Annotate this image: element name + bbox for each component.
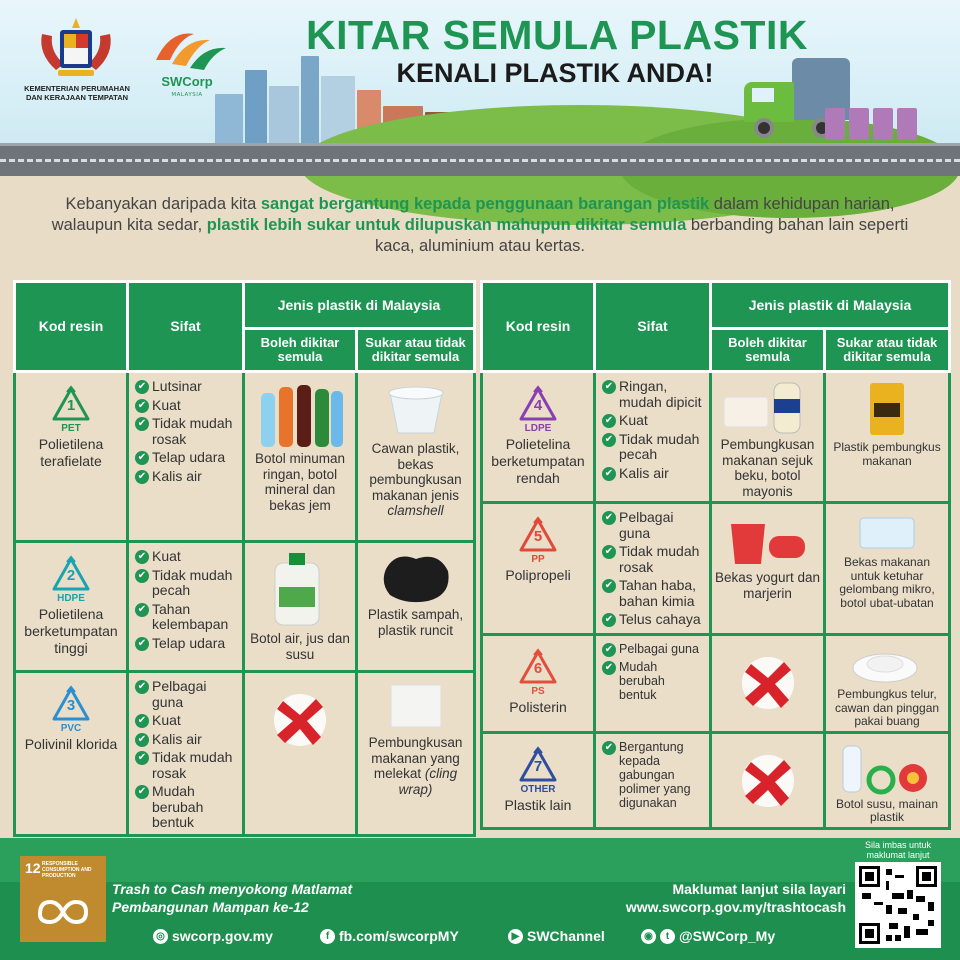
header-recyclable: Boleh dikitar semula (244, 329, 357, 372)
table-row (482, 372, 950, 503)
check-icon: ✔ (602, 511, 616, 525)
property-text: Pelbagai guna (619, 642, 699, 656)
resin-name: Polietelina berketumpatan rendah (491, 436, 585, 486)
recyclable-column (244, 672, 357, 836)
hard-column (825, 372, 950, 503)
check-icon: ✔ (602, 433, 616, 447)
youtube-text: SWChannel (527, 928, 605, 944)
recyclable-cell (245, 673, 355, 753)
check-icon: ✔ (135, 380, 149, 394)
property-text: Telus cahaya (619, 611, 701, 627)
resin-number: 3 (66, 697, 76, 714)
footer-band (0, 838, 960, 882)
more-info-url[interactable]: www.swcorp.gov.my/trashtocash (625, 899, 846, 915)
recyclable-column (711, 503, 825, 635)
recyclable-text: Bekas yogurt dan marjerin (714, 570, 821, 601)
resin-symbol (515, 744, 561, 790)
hard-column (357, 372, 475, 542)
property-item (135, 713, 238, 729)
frozen-food-mayo-image (720, 379, 816, 435)
property-text: Tidak mudah rosak (152, 749, 233, 781)
property-item (602, 466, 705, 482)
resin-code-cell (15, 372, 128, 542)
not-recyclable-x-icon (269, 689, 331, 751)
plastic-bottles-image (255, 379, 345, 449)
resin-code-cell (482, 732, 595, 828)
garbage-bag-image (376, 549, 456, 605)
hard-column (357, 542, 475, 672)
table-row (482, 732, 950, 828)
qr-code[interactable] (855, 862, 941, 948)
hard-column (825, 732, 950, 828)
recyclable-cell (712, 734, 823, 814)
property-item (602, 432, 705, 463)
sdg-label: RESPONSIBLE CONSUMPTION AND PRODUCTION (42, 861, 92, 879)
property-text: Kalis air (152, 730, 202, 747)
resin-name: Polipropeli (505, 567, 571, 583)
intro-text-2: dalam kehidupan harian, walaupun kita sedar, (51, 195, 895, 234)
property-text: Kuat (152, 712, 181, 728)
youtube-icon: ▶ (508, 929, 523, 944)
intro-bold-2: plastik lebih sukar untuk dilupuskan mahupun dikitar semula (206, 216, 687, 234)
website-link[interactable] (153, 928, 273, 944)
recyclable-cell (245, 543, 355, 664)
resin-symbol (48, 383, 94, 429)
hard-to-recycle-cell (358, 673, 473, 799)
malaysia-coat-of-arms-logo (34, 14, 118, 80)
property-text: Tahan haba, bahan kimia (619, 577, 697, 609)
recyclable-cell (712, 636, 823, 716)
property-item (135, 568, 238, 599)
resin-symbol (48, 553, 94, 599)
properties-cell (128, 372, 244, 542)
property-text: Tahan kelembapan (152, 600, 229, 632)
property-item (602, 612, 705, 628)
hard-column (357, 672, 475, 836)
resin-symbol (515, 383, 561, 429)
baby-bottle-toy-image (837, 740, 937, 796)
hard-text: Pembungkusan makanan yang melekat (cling wrap) (368, 735, 463, 797)
resin-table-right (480, 280, 951, 830)
intro-bold-1: sangat bergantung kepada penggunaan barangan plastik (260, 195, 710, 213)
table-row (15, 542, 475, 672)
property-item (135, 450, 238, 466)
property-text: Tidak mudah pecah (619, 430, 700, 462)
cling-wrap-image (381, 679, 451, 733)
twitter-icon: t (660, 929, 675, 944)
resin-name: Polietilena berketumpatan tinggi (24, 606, 118, 656)
properties-cell (595, 372, 711, 503)
header-resin-code: Kod resin (482, 282, 595, 372)
facebook-text: fb.com/swcorpMY (339, 928, 459, 944)
recyclable-column (244, 542, 357, 672)
resin-code-cell (15, 672, 128, 836)
check-icon: ✔ (135, 451, 149, 465)
intro-text-1: Kebanyakan daripada kita (65, 195, 261, 213)
recyclable-text: Botol minuman ringan, botol mineral dan bekas jem (254, 451, 346, 513)
property-item (602, 510, 705, 541)
property-text: Telap udara (152, 449, 226, 465)
sdg-statement: Trash to Cash menyokong Matlamat Pembangunan Mampan ke-12 (112, 881, 353, 915)
properties-cell (128, 542, 244, 672)
hard-to-recycle-cell (826, 504, 948, 612)
property-text: Ringan, mudah dipicit (619, 378, 702, 410)
property-text: Bergantung kepada gabungan polimer yang digunakan (619, 739, 691, 810)
resin-name: Plastik lain (504, 796, 572, 813)
resin-abbrev: PVC (60, 723, 82, 734)
check-icon: ✔ (135, 751, 149, 765)
instagram-twitter-link[interactable] (641, 928, 775, 944)
globe-icon: ◎ (153, 929, 168, 944)
property-text: Tidak mudah rosak (619, 543, 700, 575)
resin-number: 1 (66, 397, 76, 414)
properties-cell (595, 732, 711, 828)
check-icon: ✔ (135, 603, 149, 617)
resin-abbrev: OTHER (520, 783, 556, 795)
resin-name: Polietilena terafielate (38, 436, 104, 469)
road-line (0, 159, 960, 162)
yogurt-cup-image (723, 510, 813, 568)
property-text: Kuat (619, 412, 648, 428)
table-row (482, 503, 950, 635)
resin-symbol (515, 646, 561, 692)
hard-text: Plastik sampah, plastik runcit (367, 607, 464, 638)
check-icon: ✔ (602, 545, 616, 559)
property-item (602, 740, 705, 810)
property-item (135, 750, 238, 781)
resin-abbrev: HDPE (57, 593, 85, 604)
check-icon: ✔ (135, 569, 149, 583)
instagram-icon: ◉ (641, 929, 656, 944)
page-subtitle: KENALI PLASTIK ANDA! (396, 58, 714, 88)
property-item (135, 732, 238, 748)
resin-code-cell (482, 635, 595, 733)
properties-cell (128, 672, 244, 836)
property-item (135, 679, 238, 710)
property-text: Lutsinar (152, 378, 202, 394)
foam-plate-image (849, 642, 925, 686)
property-text: Telap udara (152, 634, 226, 651)
table-row (482, 635, 950, 733)
resin-number: 6 (533, 660, 543, 677)
swcorp-logo-swoosh (150, 20, 230, 76)
property-text: Kuat (152, 548, 181, 564)
property-text: Mudah berubah bentuk (152, 783, 204, 830)
hard-italic-text: clamshell (387, 503, 444, 518)
snack-pack-image (864, 379, 910, 439)
sdg-number: 12 (25, 860, 41, 876)
resin-name: Polivinil klorida (24, 736, 118, 752)
recycle-bins (825, 108, 925, 144)
resin-symbol (515, 514, 561, 560)
property-item (602, 544, 705, 575)
property-item (602, 578, 705, 609)
check-icon: ✔ (602, 643, 616, 657)
property-text: Mudah berubah bentuk (619, 660, 665, 702)
milk-jug-image (265, 549, 335, 629)
hard-to-recycle-cell (358, 373, 473, 521)
property-item (602, 642, 705, 657)
header-properties: Sifat (128, 282, 244, 372)
property-item (135, 602, 238, 633)
check-icon: ✔ (135, 417, 149, 431)
property-text: Kalis air (152, 467, 202, 484)
recyclable-column (711, 732, 825, 828)
check-icon: ✔ (602, 579, 616, 593)
resin-abbrev: PET (61, 423, 81, 434)
header-hard-to-recycle: Sukar atau tidak dikitar semula (357, 329, 475, 372)
recyclable-cell (245, 373, 355, 515)
check-icon: ✔ (135, 680, 149, 694)
recyclable-column (244, 372, 357, 542)
check-icon: ✔ (135, 470, 149, 484)
property-item (602, 413, 705, 429)
header-resin-code: Kod resin (15, 282, 128, 372)
check-icon: ✔ (135, 733, 149, 747)
check-icon: ✔ (135, 550, 149, 564)
hard-column (825, 635, 950, 733)
check-icon: ✔ (602, 380, 616, 394)
hard-to-recycle-cell (826, 734, 948, 827)
swcorp-logo-sub: MALAYSIA (171, 92, 203, 98)
hard-to-recycle-cell (826, 373, 948, 470)
property-text: Kalis air (619, 464, 669, 481)
qr-note: Sila imbas untuk maklumat lanjut (864, 840, 932, 860)
property-text: Pelbagai guna (619, 509, 674, 541)
property-item (135, 416, 238, 447)
instagram-text: @SWCorp_My (679, 928, 776, 944)
resin-number: 4 (533, 397, 543, 414)
check-icon: ✔ (135, 714, 149, 728)
property-item (135, 379, 238, 395)
header-plastic-types: Jenis plastik di Malaysia (244, 282, 475, 329)
header-hard-to-recycle: Sukar atau tidak dikitar semula (825, 329, 950, 372)
check-icon: ✔ (602, 467, 616, 481)
page-title: KITAR SEMULA PLASTIK (306, 12, 808, 58)
not-recyclable-x-icon (737, 652, 799, 714)
intro-text-3: berbanding bahan lain seperti kaca, aluminium atau kertas. (374, 216, 909, 255)
facebook-icon: f (320, 929, 335, 944)
ministry-name: KEMENTERIAN PERUMAHAN DAN KERAJAAN TEMPATAN (24, 84, 130, 103)
resin-code-cell (482, 503, 595, 635)
check-icon: ✔ (602, 661, 616, 675)
check-icon: ✔ (135, 399, 149, 413)
property-item (135, 398, 238, 414)
hard-text: Cawan plastik, bekas pembungkusan makanan jenis clamshell (369, 441, 462, 518)
check-icon: ✔ (602, 613, 616, 627)
website-text: swcorp.gov.my (172, 928, 273, 944)
property-item (135, 469, 238, 485)
facebook-link[interactable] (320, 928, 459, 944)
resin-table-left (13, 280, 476, 837)
recyclable-text: Botol air, jus dan susu (250, 631, 350, 662)
swcorp-logo-text: SWCorp (161, 74, 213, 89)
resin-symbol (48, 683, 94, 729)
plastic-cup-image (376, 379, 456, 439)
hard-text: Pembungkus telur, cawan dan pinggan pakai buang (834, 687, 940, 728)
hard-column (825, 503, 950, 635)
recyclable-cell (712, 504, 823, 603)
check-icon: ✔ (135, 637, 149, 651)
property-item (602, 379, 705, 410)
hard-italic-text: (cling wrap) (398, 766, 458, 797)
header-plastic-types: Jenis plastik di Malaysia (711, 282, 950, 329)
intro-paragraph (30, 194, 930, 257)
resin-number: 7 (533, 757, 543, 775)
properties-cell (595, 503, 711, 635)
recyclable-column (711, 635, 825, 733)
properties-cell (595, 635, 711, 733)
header-properties: Sifat (595, 282, 711, 372)
recyclable-column (711, 372, 825, 503)
more-info (540, 880, 846, 916)
property-item (135, 549, 238, 565)
recyclable-cell (712, 373, 823, 501)
hard-text: Botol susu, mainan plastik (835, 796, 939, 824)
check-icon: ✔ (602, 414, 616, 428)
property-item (135, 784, 238, 831)
property-text: Kuat (152, 396, 181, 413)
resin-number: 5 (533, 528, 543, 545)
header-recyclable: Boleh dikitar semula (711, 329, 825, 372)
hard-to-recycle-cell (358, 543, 473, 640)
hard-text: Bekas makanan untuk ketuhar gelombang mikro, botol ubat-ubatan (839, 555, 935, 610)
resin-code-cell (15, 542, 128, 672)
hard-text: Plastik pembungkus makanan (833, 440, 941, 468)
property-text: Pelbagai guna (152, 678, 207, 710)
recyclable-text: Pembungkusan makanan sejuk beku, botol mayonis (720, 437, 815, 499)
resin-abbrev: PP (531, 554, 545, 565)
resin-code-cell (482, 372, 595, 503)
check-icon: ✔ (602, 741, 616, 755)
property-text: Tidak mudah pecah (152, 566, 233, 598)
property-item (135, 636, 238, 652)
microwave-container-image (852, 510, 922, 554)
resin-name: Polisterin (509, 699, 567, 715)
hard-to-recycle-cell (826, 636, 948, 731)
not-recyclable-x-icon (737, 750, 799, 812)
resin-abbrev: LDPE (524, 423, 552, 434)
table-row (15, 672, 475, 836)
property-item (602, 660, 705, 702)
property-text: Tidak mudah rosak (152, 415, 233, 447)
resin-abbrev: PS (531, 686, 545, 697)
resin-number: 2 (66, 567, 76, 584)
more-info-label: Maklumat lanjut sila layari (672, 881, 846, 897)
youtube-link[interactable] (508, 928, 605, 944)
table-row (15, 372, 475, 542)
check-icon: ✔ (135, 785, 149, 799)
